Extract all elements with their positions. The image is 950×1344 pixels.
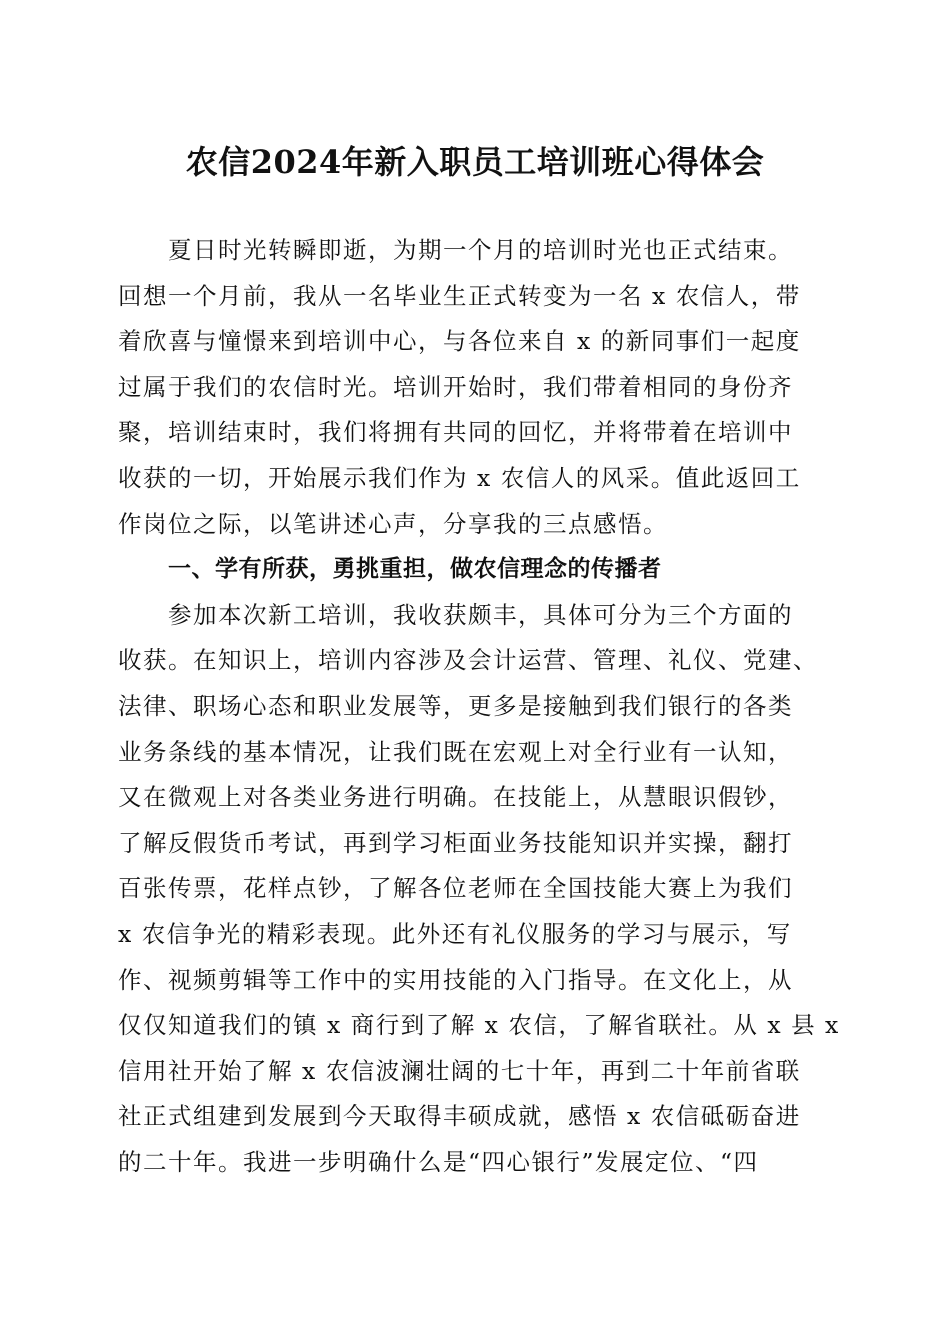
paragraph-line: 又在微观上对各类业务进行明确。在技能上，从慧眼识假钞，	[118, 783, 793, 812]
document-body	[118, 228, 840, 1185]
paragraph-line: 回想一个月前，我从一名毕业生正式转变为一名 x 农信人，带	[118, 281, 801, 310]
paragraph-line: 参加本次新工培训，我收获颇丰，具体可分为三个方面的	[168, 600, 793, 629]
paragraph-line: 收获。在知识上，培训内容涉及会计运营、管理、礼仪、党建、	[118, 646, 818, 675]
paragraph-line: 了解反假货币考试，再到学习柜面业务技能知识并实操，翻打	[118, 828, 793, 857]
paragraph-line: 作岗位之际，以笔讲述心声，分享我的三点感悟。	[118, 509, 668, 538]
paragraph-line: 着欣喜与憧憬来到培训中心，与各位来自 x 的新同事们一起度	[118, 327, 801, 356]
paragraph-line: 百张传票，花样点钞，了解各位老师在全国技能大赛上为我们	[118, 874, 793, 903]
paragraph-line: 作、视频剪辑等工作中的实用技能的入门指导。在文化上，从	[118, 965, 793, 994]
paragraph-line: 社正式组建到发展到今天取得丰硕成就，感悟 x 农信砥砺奋进	[118, 1102, 801, 1131]
paragraph-line: 信用社开始了解 x 农信波澜壮阔的七十年，再到二十年前省联	[118, 1056, 801, 1085]
paragraph-line: 收获的一切，开始展示我们作为 x 农信人的风采。值此返回工	[118, 463, 801, 492]
paragraph-line: 聚，培训结束时，我们将拥有共同的回忆，并将带着在培训中	[118, 418, 793, 447]
paragraph-line: 仅仅知道我们的镇 x 商行到了解 x 农信，了解省联社。从 x 县 x	[118, 1011, 840, 1040]
paragraph-line: 法律、职场心态和职业发展等，更多是接触到我们银行的各类	[118, 691, 793, 720]
paragraph-line: 的二十年。我进一步明确什么是“四心银行”发展定位、“四	[118, 1147, 759, 1176]
section-heading: 一、学有所获，勇挑重担，做农信理念的传播者	[168, 556, 662, 583]
paragraph-line: 过属于我们的农信时光。培训开始时，我们带着相同的身份齐	[118, 372, 793, 401]
paragraph-line: x 农信争光的精彩表现。此外还有礼仪服务的学习与展示，写	[118, 919, 792, 948]
paragraph-line: 夏日时光转瞬即逝，为期一个月的培训时光也正式结束。	[168, 236, 793, 264]
paragraph-line: 业务条线的基本情况，让我们既在宏观上对全行业有一认知，	[118, 737, 793, 766]
document-title: 农信2024年新入职员工培训班心得体会	[185, 143, 765, 181]
